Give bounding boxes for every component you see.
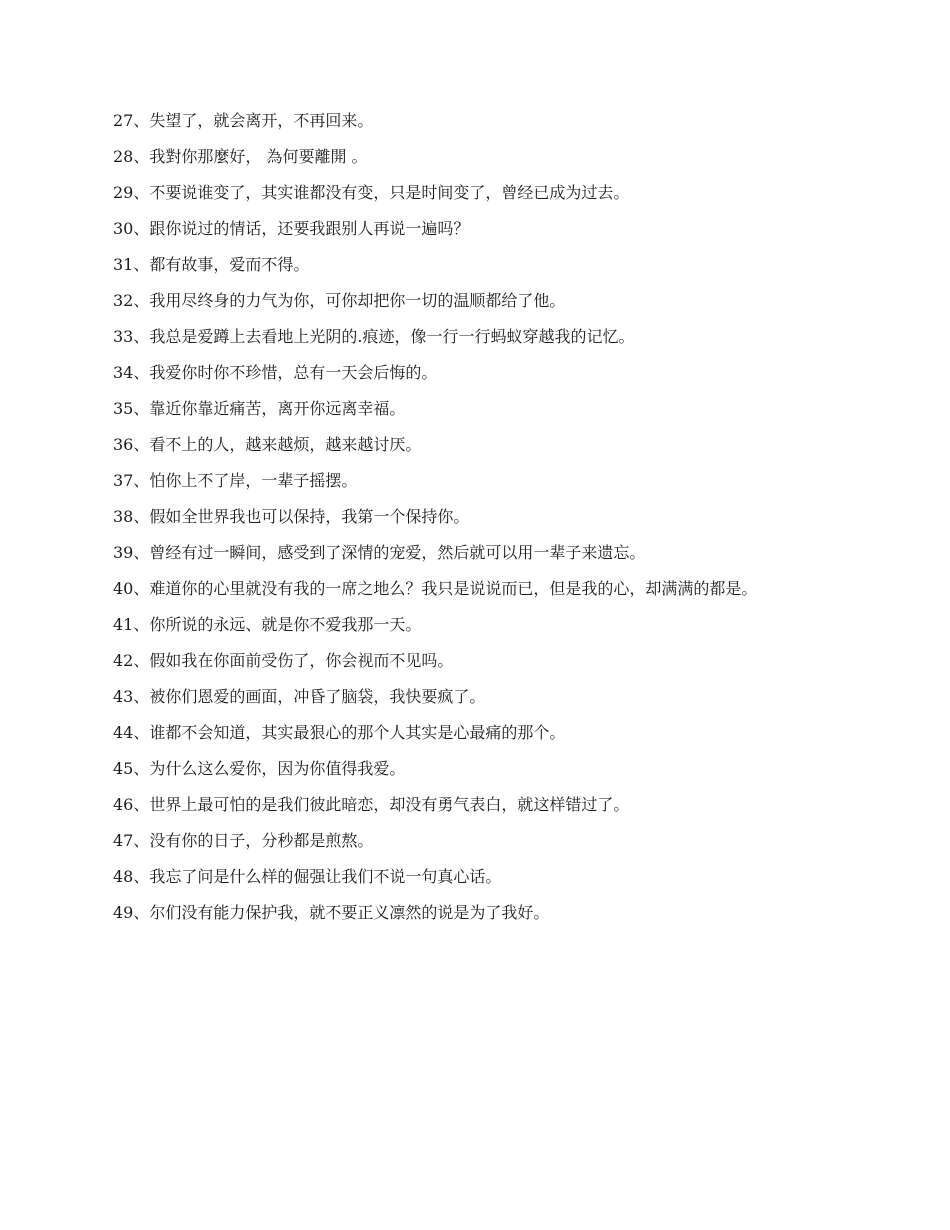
list-item: 30、跟你说过的情话，还要我跟别人再说一遍吗？ — [113, 219, 470, 238]
list-item: 44、谁都不会知道，其实最狠心的那个人其实是心最痛的那个。 — [113, 723, 566, 742]
list-item: 33、我总是爱蹲上去看地上光阴的.痕迹，像一行一行蚂蚁穿越我的记忆。 — [113, 327, 635, 346]
list-item: 43、被你们恩爱的画面，冲昏了脑袋，我快要疯了。 — [113, 687, 486, 706]
list-item: 39、曾经有过一瞬间，感受到了深情的宠爱，然后就可以用一辈子来遗忘。 — [113, 543, 646, 562]
list-item: 32、我用尽终身的力气为你，可你却把你一切的温顺都给了他。 — [113, 291, 566, 310]
list-item: 37、怕你上不了岸，一辈子摇摆。 — [113, 471, 358, 490]
list-item: 46、世界上最可怕的是我们彼此暗恋，却没有勇气表白，就这样错过了。 — [113, 795, 630, 814]
list-item: 41、你所说的永远、就是你不爱我那一天。 — [113, 615, 422, 634]
list-item: 38、假如全世界我也可以保持，我第一个保持你。 — [113, 507, 470, 526]
list-item: 36、看不上的人，越来越烦，越来越讨厌。 — [113, 435, 422, 454]
list-item: 40、难道你的心里就没有我的一席之地么？我只是说说而已，但是我的心，却满满的都是。 — [113, 579, 758, 598]
quote-list — [113, 111, 825, 939]
list-item: 31、都有故事，爱而不得。 — [113, 255, 310, 274]
list-item: 34、我爱你时你不珍惜，总有一天会后悔的。 — [113, 363, 438, 382]
list-item: 42、假如我在你面前受伤了，你会视而不见吗。 — [113, 651, 454, 670]
list-item: 35、靠近你靠近痛苦，离开你远离幸福。 — [113, 399, 406, 418]
list-item: 29、不要说谁变了，其实谁都没有变，只是时间变了，曾经已成为过去。 — [113, 183, 630, 202]
list-item: 48、我忘了问是什么样的倔强让我们不说一句真心话。 — [113, 867, 502, 886]
list-item: 27、失望了，就会离开，不再回来。 — [113, 111, 374, 130]
list-item: 49、尔们没有能力保护我，就不要正义凛然的说是为了我好。 — [113, 903, 550, 922]
list-item: 28、我對你那麼好， 為何要離開 。 — [113, 147, 368, 166]
list-item: 47、没有你的日子，分秒都是煎熬。 — [113, 831, 374, 850]
list-item: 45、为什么这么爱你，因为你值得我爱。 — [113, 759, 406, 778]
